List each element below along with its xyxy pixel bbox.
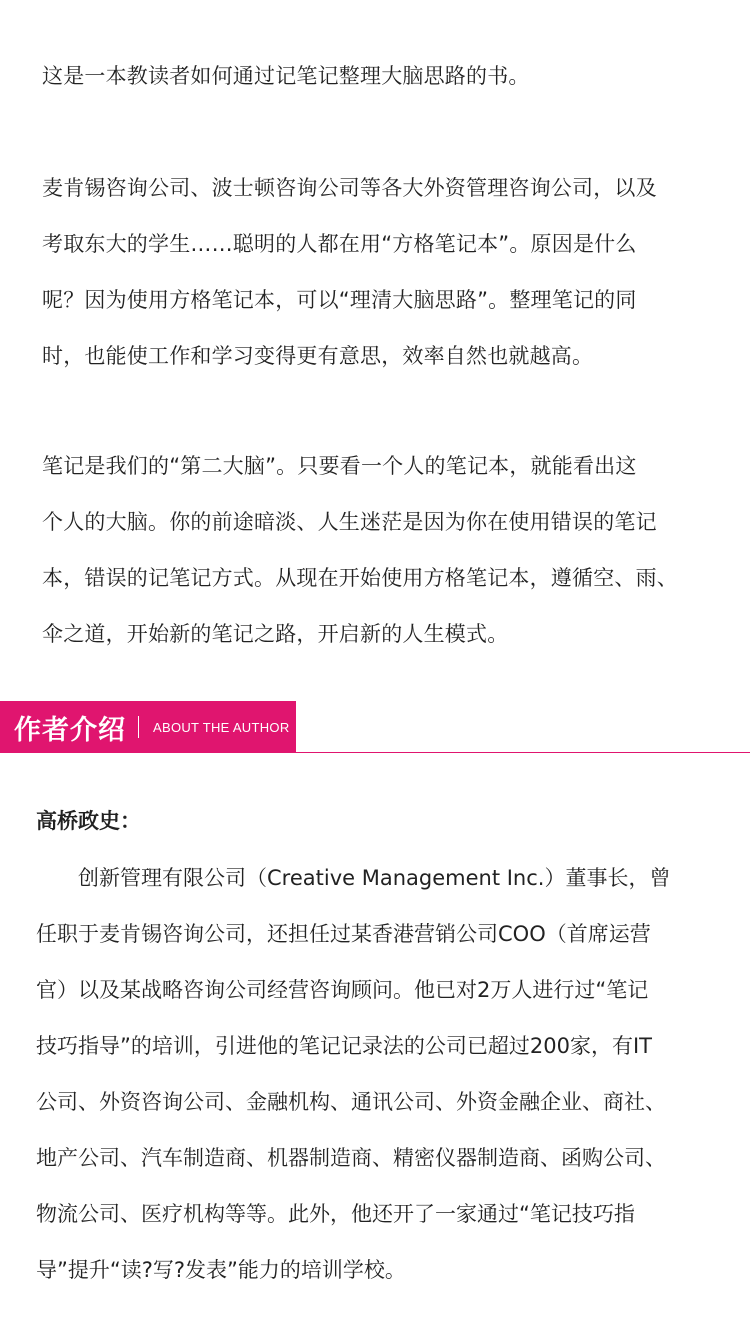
section-underline [296,752,750,753]
intro-text-1: 这是一本教读者如何通过记笔记整理大脑思路的书。 [42,64,530,88]
intro-paragraph-1 [42,48,732,104]
intro-text-2: 麦肯锡咨询公司、波士顿咨询公司等各大外资管理咨询公司，以及 考取东大的学生……聪明的人都在用“方格笔记本”。原因是什么 呢？因为使用方格笔记本，可以“理清大脑思路”。整理笔记的同 时，也能使工作和学习变得更有意思，效率自然也就越高。 [42,176,657,368]
section-title: 作者介绍 [14,714,126,746]
intro-paragraph-3 [42,438,732,662]
section-subtitle: ABOUT THE AUTHOR [153,719,290,735]
author-section-header [0,701,750,753]
section-tab [0,701,296,753]
author-name: 高桥政史： [36,809,141,833]
author-bio: 创新管理有限公司（Creative Management Inc.）董事长，曾 任职于麦肯锡咨询公司，还担任过某香港营销公司COO（首席运营 官）以及某战略咨询公司经营咨询顾问。他已对2万人进行过“笔记 技巧指导”的培训，引进他的笔记记录法的公司已超过200家，有IT 公司、外资咨询公司、金融机构、通讯公司、外资金融企业、商社、 地产公司、汽车制造商、机器制造商、精密仪器制造商、函购公司、 物流公司、医疗机构等等。此外，他还开了一家通过“笔记技巧指 导”提升“读?写?发表”能力的培训学校。 [36,866,671,1282]
intro-paragraph-2 [42,160,732,384]
intro-text-3: 笔记是我们的“第二大脑”。只要看一个人的笔记本，就能看出这 个人的大脑。你的前途暗淡、人生迷茫是因为你在使用错误的笔记 本，错误的记笔记方式。从现在开始使用方格笔记本，遵循空、雨、 伞之道，开始新的笔记之路，开启新的人生模式。 [42,454,678,646]
section-divider [138,716,139,738]
